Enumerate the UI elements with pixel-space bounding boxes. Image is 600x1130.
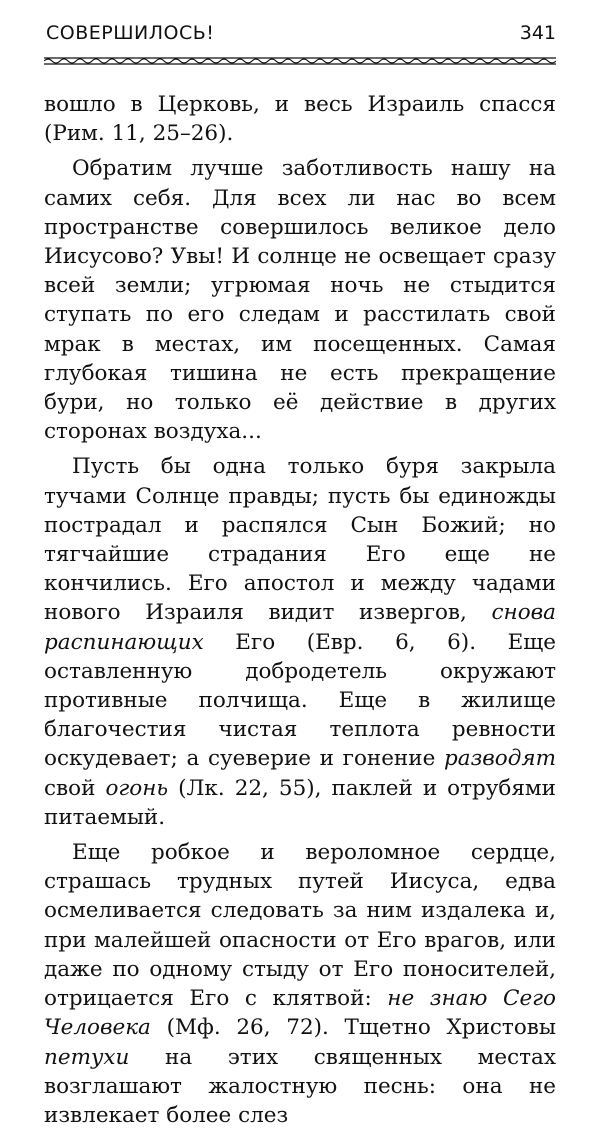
body-text bbox=[44, 90, 556, 1130]
paragraph-text: (Лк. 22, 55), паклей и отрубями питаемый. bbox=[44, 775, 556, 830]
paragraph bbox=[44, 838, 556, 1130]
paragraph-text: Его (Евр. 6, 6). Еще оставленную добродетель окружают противные полчища. Еще в жилище благочестия чистая теплота ревности оскудевает; а суеверие и гонение bbox=[44, 629, 556, 772]
italic-quote: петухи bbox=[44, 1044, 130, 1070]
paragraph-continuation: вошло в Церковь, и весь Израиль спасся (Рим. 11, 25–26). bbox=[44, 92, 556, 147]
page-number: 341 bbox=[519, 22, 556, 44]
italic-quote: не знаю Сего Человека bbox=[44, 986, 556, 1041]
paragraph-text: Еще робкое и вероломное сердце, страшась трудных путей Иисуса, едва осмеливается следовать за ним издалека и, при малейшей опасности от Его врагов, или даже по одному стыду от Его поносителей, отрицается Его с клятвой: bbox=[44, 840, 556, 1012]
paragraph-text: Пусть бы одна только буря закрыла тучами Солнце правды; пусть бы единожды пострадал и распялся Сын Божий; но тягчайшие страдания Его еще не кончились. Его апостол и между чадами нового Израиля видит извергов, bbox=[44, 454, 556, 626]
italic-quote: огонь bbox=[105, 775, 169, 801]
italic-quote: разводят bbox=[443, 746, 556, 772]
italic-quote: снова распинающих bbox=[44, 600, 556, 655]
paragraph: Обратим лучше заботливость нашу на самих себя. Для всех ли нас во всем пространстве совершилось великое дело Иисусово? Увы! И солнце не освещает сразу всей земли; угрюмая ночь не стыдится ступать по его следам и расстилать свой мрак в местах, им посещенных. Самая глубокая тишина не есть прекращение бури, но только её действие в других сторонах воздуха... bbox=[44, 156, 556, 445]
paragraph-text: свой bbox=[44, 775, 106, 801]
paragraph-text: (Мф. 26, 72). Тщетно Христовы bbox=[150, 1015, 556, 1041]
page-header bbox=[44, 22, 556, 50]
paragraph bbox=[44, 452, 556, 832]
paragraph-text: на этих священных местах возглашают жалостную песнь: она не извлекает более слез bbox=[44, 1044, 556, 1128]
decorative-rule bbox=[44, 57, 556, 65]
running-title: СОВЕРШИЛОСЬ! bbox=[46, 22, 215, 44]
book-page bbox=[44, 0, 556, 1128]
